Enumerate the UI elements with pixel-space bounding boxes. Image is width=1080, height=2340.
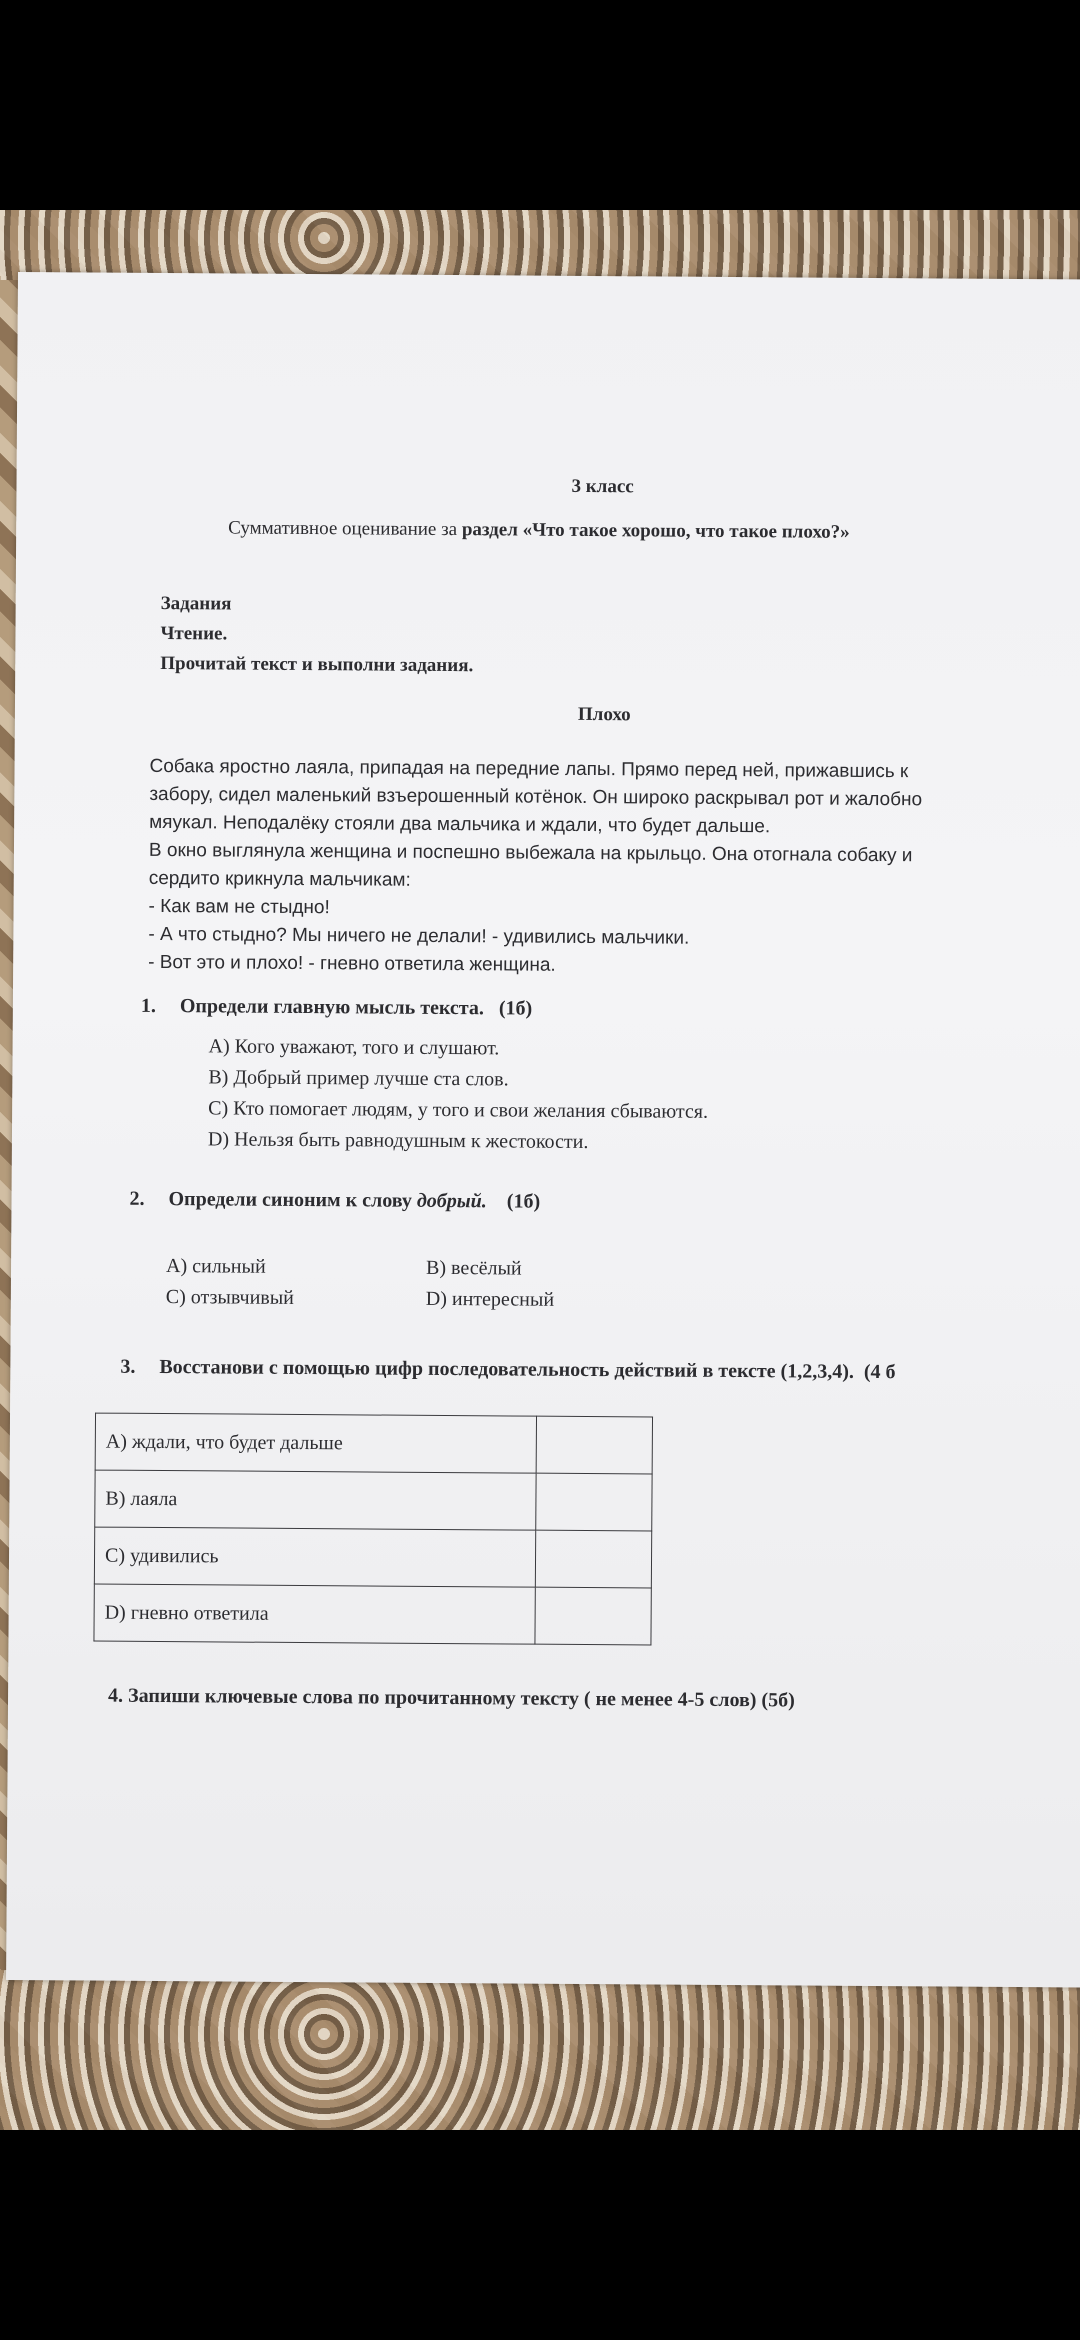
header-reading: Чтение.	[160, 623, 228, 645]
grade-label: 3 класс	[571, 475, 634, 498]
story-line: Собака яростно лаяла, припадая на передние лапы. Прямо перед ней, прижавшись к	[149, 755, 909, 783]
story-line: - А что стыдно? Мы ничего не делали! - удивились мальчики.	[148, 923, 690, 949]
question-3	[120, 1356, 895, 1384]
question-2-number: 2.	[129, 1187, 145, 1210]
question-2-options-left	[166, 1251, 295, 1314]
story-line: сердито крикнула мальчикам:	[148, 867, 411, 891]
story-text	[148, 753, 1070, 983]
story-line: мяукал. Неподалёку стояли два мальчика и ждали, что будет дальше.	[149, 811, 771, 838]
option-c: C) Кто помогает людям, у того и свои желания сбываются.	[208, 1097, 709, 1123]
story-title: Плохо	[577, 703, 631, 726]
tablecloth-top	[0, 210, 1080, 280]
sequence-answer-cell[interactable]	[535, 1587, 651, 1645]
sequence-answer-cell[interactable]	[536, 1416, 652, 1474]
question-3-number: 3.	[120, 1355, 136, 1378]
sequence-answer-cell[interactable]	[536, 1473, 652, 1531]
question-3-text: Восстанови с помощью цифр последовательность действий в тексте (1,2,3,4).	[159, 1356, 854, 1383]
question-3-points: (4 б	[863, 1360, 896, 1384]
option-a: A) сильный	[165, 1255, 266, 1278]
option-d: D) интересный	[425, 1287, 555, 1311]
sequence-label: B) лаяла	[95, 1470, 536, 1530]
story-line: забору, сидел маленький взъерошенный котёнок. Он широко раскрывал рот и жалобно	[149, 783, 923, 811]
question-2-text: Определи синоним к слову	[168, 1188, 412, 1212]
sequence-label: A) ждали, что будет дальше	[95, 1413, 536, 1473]
sequence-label: C) удивились	[94, 1527, 535, 1587]
option-a: A) Кого уважают, того и слушают.	[208, 1035, 500, 1060]
question-2-points: (1б)	[506, 1190, 541, 1213]
question-1-text: Определи главную мысль текста.	[179, 995, 484, 1020]
worksheet-paper	[6, 272, 1080, 1987]
subtitle-bold: раздел «Что такое хорошо, что такое плохо?»	[461, 519, 850, 543]
question-2	[129, 1188, 540, 1214]
option-c: C) отзывчивый	[165, 1286, 295, 1309]
tablecloth-bottom	[0, 1970, 1080, 2130]
question-4: 4. Запиши ключевые слова по прочитанному тексту ( не менее 4-5 слов) (5б)	[107, 1684, 795, 1712]
subtitle-plain: Суммативное оценивание за	[228, 517, 458, 541]
question-2-word: добрый.	[416, 1189, 487, 1213]
sequence-table	[93, 1413, 653, 1646]
question-1-number: 1.	[140, 994, 156, 1017]
story-line: В окно выглянула женщина и поспешно выбежала на крыльцо. Она отогнала собаку и	[148, 839, 913, 867]
table-row	[94, 1584, 651, 1645]
question-1-options	[208, 1031, 709, 1158]
story-line: - Как вам не стыдно!	[148, 895, 330, 919]
story-line: - Вот это и плохо! - гневно ответила женщина.	[148, 951, 556, 976]
option-b: B) весёлый	[425, 1256, 522, 1280]
question-2-options-right	[426, 1253, 555, 1316]
question-1-points: (1б)	[498, 997, 533, 1020]
table-row	[94, 1527, 651, 1588]
photo-background	[0, 210, 1080, 2130]
table-row	[95, 1413, 652, 1474]
header-tasks: Задания	[160, 593, 232, 615]
option-d: D) Нельзя быть равнодушным к жестокости.	[207, 1128, 589, 1154]
header-instruction: Прочитай текст и выполни задания.	[160, 653, 474, 677]
question-1	[141, 995, 533, 1021]
worksheet-subtitle	[228, 517, 850, 543]
option-b: B) Добрый пример лучше ста слов.	[208, 1066, 509, 1091]
sequence-answer-cell[interactable]	[535, 1530, 651, 1588]
sequence-label: D) гневно ответила	[94, 1584, 535, 1644]
table-row	[95, 1470, 652, 1531]
